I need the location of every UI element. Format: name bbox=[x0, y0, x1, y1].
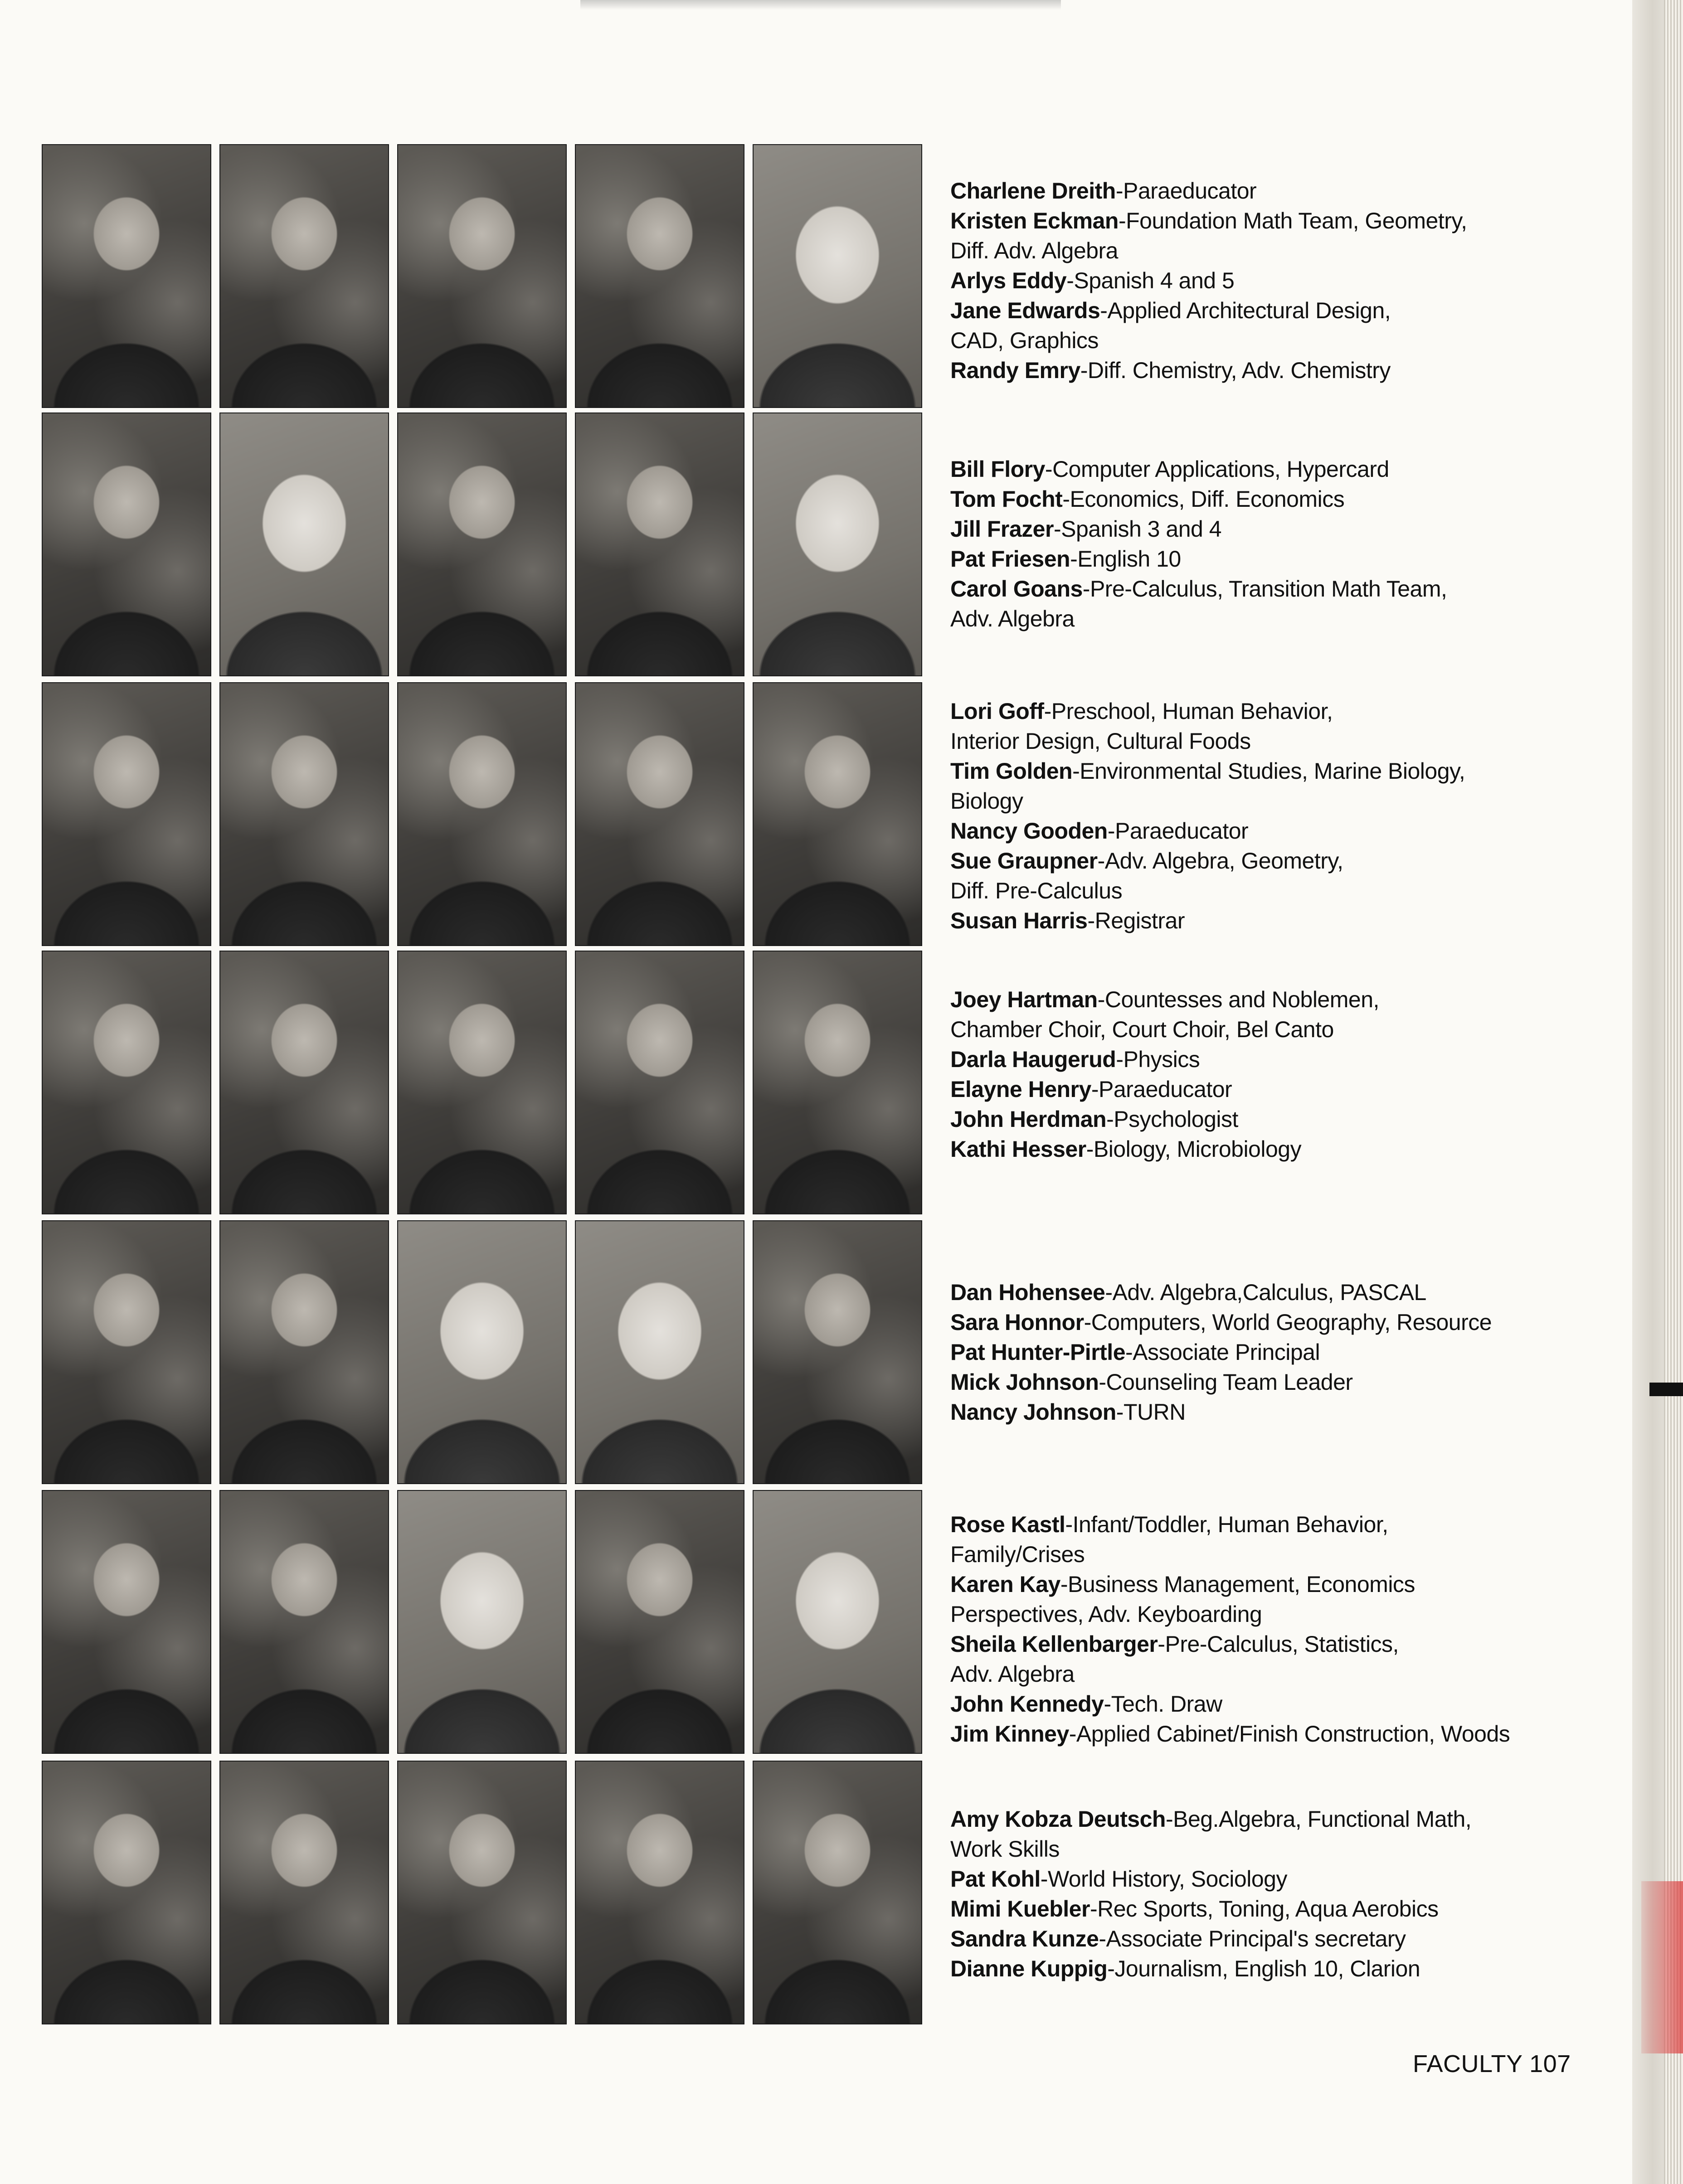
faculty-role: -Preschool, Human Behavior, Interior Design, Cultural Foods bbox=[950, 699, 1333, 754]
faculty-name: Karen Kay bbox=[950, 1572, 1060, 1597]
faculty-portrait bbox=[753, 144, 922, 408]
faculty-portrait bbox=[397, 682, 567, 946]
faculty-portrait bbox=[397, 413, 567, 676]
faculty-portrait bbox=[219, 1220, 389, 1484]
faculty-role: -Paraeducator bbox=[1107, 818, 1249, 844]
faculty-portrait bbox=[42, 951, 211, 1214]
faculty-name: Susan Harris bbox=[950, 908, 1088, 933]
page-footer: FACULTY 107 bbox=[1413, 2050, 1571, 2077]
top-print-bleed bbox=[580, 0, 1061, 10]
faculty-name: Tim Golden bbox=[950, 758, 1073, 784]
caption-block bbox=[950, 454, 1621, 634]
faculty-name: Mimi Kuebler bbox=[950, 1896, 1090, 1922]
faculty-entry bbox=[950, 1397, 1621, 1427]
faculty-name: Carol Goans bbox=[950, 576, 1083, 602]
faculty-name: Dianne Kuppig bbox=[950, 1956, 1108, 1981]
faculty-role: -Countesses and Noblemen, Chamber Choir, Court Choir, Bel Canto bbox=[950, 987, 1379, 1042]
faculty-entry bbox=[950, 1689, 1621, 1719]
faculty-role: -Paraeducator bbox=[1115, 178, 1257, 204]
photo-row bbox=[42, 1220, 924, 1484]
faculty-name: Sara Honnor bbox=[950, 1310, 1084, 1335]
faculty-portrait bbox=[397, 1490, 567, 1754]
faculty-role: -Adv. Algebra, Geometry, Diff. Pre-Calculus bbox=[950, 848, 1343, 903]
caption-block bbox=[950, 1277, 1621, 1427]
faculty-role: -World History, Sociology bbox=[1040, 1866, 1287, 1892]
faculty-name: Mick Johnson bbox=[950, 1369, 1099, 1395]
faculty-entry bbox=[950, 1954, 1621, 1984]
page-marker-red bbox=[1641, 1881, 1683, 2053]
faculty-entry bbox=[950, 266, 1621, 296]
caption-block bbox=[950, 1509, 1621, 1749]
faculty-entry bbox=[950, 1134, 1621, 1164]
faculty-name: Jane Edwards bbox=[950, 298, 1100, 323]
faculty-entry bbox=[950, 1864, 1621, 1894]
faculty-portrait bbox=[575, 1220, 744, 1484]
faculty-name: Pat Hunter-Pirtle bbox=[950, 1340, 1126, 1365]
photo-row bbox=[42, 144, 924, 408]
faculty-portrait bbox=[397, 144, 567, 408]
faculty-name: Elayne Henry bbox=[950, 1077, 1091, 1102]
faculty-portrait bbox=[753, 413, 922, 676]
faculty-role: -Applied Architectural Design, CAD, Graphics bbox=[950, 298, 1391, 353]
faculty-entry bbox=[950, 454, 1621, 484]
faculty-name: Sue Graupner bbox=[950, 848, 1098, 874]
faculty-name: Kathi Hesser bbox=[950, 1136, 1086, 1162]
faculty-role: -Journalism, English 10, Clarion bbox=[1107, 1956, 1420, 1981]
faculty-entry bbox=[950, 1894, 1621, 1924]
photo-row bbox=[42, 951, 924, 1214]
faculty-portrait bbox=[219, 951, 389, 1214]
faculty-role: -Adv. Algebra,Calculus, PASCAL bbox=[1105, 1280, 1426, 1305]
faculty-name: Arlys Eddy bbox=[950, 268, 1067, 293]
faculty-name: Lori Goff bbox=[950, 699, 1044, 724]
faculty-name: Sheila Kellenbarger bbox=[950, 1631, 1158, 1657]
faculty-entry bbox=[950, 1337, 1621, 1367]
faculty-role: -Pre-Calculus, Transition Math Team, Adv. Algebra bbox=[950, 576, 1447, 631]
faculty-name: Charlene Dreith bbox=[950, 178, 1116, 204]
faculty-entry bbox=[950, 1044, 1621, 1074]
faculty-role: -Psychologist bbox=[1106, 1107, 1238, 1132]
faculty-name: Amy Kobza Deutsch bbox=[950, 1806, 1166, 1832]
faculty-entry bbox=[950, 1804, 1621, 1864]
faculty-portrait bbox=[397, 951, 567, 1214]
faculty-entry bbox=[950, 206, 1621, 266]
faculty-entry bbox=[950, 1509, 1621, 1569]
faculty-entry bbox=[950, 846, 1621, 906]
faculty-entry bbox=[950, 906, 1621, 936]
faculty-name: Jill Frazer bbox=[950, 516, 1054, 542]
faculty-portrait bbox=[42, 1220, 211, 1484]
faculty-role: -Economics, Diff. Economics bbox=[1062, 486, 1345, 512]
faculty-portrait bbox=[42, 682, 211, 946]
faculty-entry bbox=[950, 816, 1621, 846]
faculty-role: -Tech. Draw bbox=[1104, 1691, 1222, 1717]
faculty-role: -Paraeducator bbox=[1091, 1077, 1232, 1102]
faculty-role: -Environmental Studies, Marine Biology, Biology bbox=[950, 758, 1465, 814]
faculty-portrait bbox=[753, 1761, 922, 2024]
faculty-name: John Kennedy bbox=[950, 1691, 1104, 1717]
faculty-name: Pat Friesen bbox=[950, 546, 1070, 572]
photo-row bbox=[42, 682, 924, 946]
page-stack-stripes bbox=[1664, 0, 1683, 2184]
faculty-portrait bbox=[219, 1761, 389, 2024]
faculty-name: Pat Kohl bbox=[950, 1866, 1041, 1892]
page-marker-black bbox=[1649, 1383, 1683, 1396]
faculty-entry bbox=[950, 756, 1621, 816]
faculty-role: -English 10 bbox=[1070, 546, 1181, 572]
faculty-name: Nancy Gooden bbox=[950, 818, 1108, 844]
faculty-entry bbox=[950, 514, 1621, 544]
faculty-entry bbox=[950, 1074, 1621, 1104]
faculty-entry bbox=[950, 484, 1621, 514]
faculty-entry bbox=[950, 1104, 1621, 1134]
faculty-name: Nancy Johnson bbox=[950, 1399, 1116, 1425]
faculty-entry bbox=[950, 355, 1621, 385]
faculty-role: -Associate Principal's secretary bbox=[1099, 1926, 1406, 1951]
faculty-entry bbox=[950, 1307, 1621, 1337]
faculty-portrait bbox=[219, 1490, 389, 1754]
faculty-name: John Herdman bbox=[950, 1107, 1107, 1132]
faculty-role: -Applied Cabinet/Finish Construction, Woods bbox=[1069, 1721, 1510, 1747]
faculty-entry bbox=[950, 574, 1621, 634]
faculty-portrait bbox=[753, 1220, 922, 1484]
caption-block bbox=[950, 985, 1621, 1164]
faculty-portrait bbox=[219, 413, 389, 676]
faculty-name: Kristen Eckman bbox=[950, 208, 1119, 233]
faculty-role: -Beg.Algebra, Functional Math, Work Skills bbox=[950, 1806, 1472, 1862]
faculty-entry bbox=[950, 1924, 1621, 1954]
faculty-entry bbox=[950, 985, 1621, 1044]
faculty-entry bbox=[950, 544, 1621, 574]
faculty-portrait bbox=[42, 1761, 211, 2024]
faculty-portrait bbox=[575, 682, 744, 946]
faculty-portrait bbox=[575, 144, 744, 408]
caption-block bbox=[950, 696, 1621, 936]
faculty-role: -Counseling Team Leader bbox=[1099, 1369, 1353, 1395]
faculty-role: -Associate Principal bbox=[1125, 1340, 1320, 1365]
faculty-name: Sandra Kunze bbox=[950, 1926, 1099, 1951]
faculty-portrait bbox=[753, 682, 922, 946]
caption-block bbox=[950, 1804, 1621, 1984]
faculty-role: -Registrar bbox=[1087, 908, 1185, 933]
faculty-role: -Spanish 4 and 5 bbox=[1066, 268, 1235, 293]
faculty-photo-grid bbox=[42, 144, 924, 2039]
faculty-entry bbox=[950, 176, 1621, 206]
faculty-portrait bbox=[753, 1490, 922, 1754]
faculty-role: -TURN bbox=[1116, 1399, 1186, 1425]
faculty-portrait bbox=[42, 1490, 211, 1754]
faculty-name: Darla Haugerud bbox=[950, 1047, 1116, 1072]
faculty-role: -Biology, Microbiology bbox=[1086, 1136, 1302, 1162]
faculty-name: Bill Flory bbox=[950, 456, 1045, 482]
faculty-entry bbox=[950, 1277, 1621, 1307]
faculty-portrait bbox=[397, 1220, 567, 1484]
faculty-name: Jim Kinney bbox=[950, 1721, 1069, 1747]
faculty-name: Tom Focht bbox=[950, 486, 1063, 512]
faculty-portrait bbox=[575, 1490, 744, 1754]
faculty-role: -Business Management, Economics Perspectives, Adv. Keyboarding bbox=[950, 1572, 1415, 1627]
faculty-portrait bbox=[42, 144, 211, 408]
page-edge bbox=[1632, 0, 1683, 2184]
faculty-entry bbox=[950, 1569, 1621, 1629]
faculty-portrait bbox=[397, 1761, 567, 2024]
faculty-portrait bbox=[219, 682, 389, 946]
faculty-role: -Foundation Math Team, Geometry, Diff. Adv. Algebra bbox=[950, 208, 1467, 263]
faculty-name: Dan Hohensee bbox=[950, 1280, 1105, 1305]
faculty-name: Rose Kastl bbox=[950, 1512, 1065, 1537]
faculty-entry bbox=[950, 1629, 1621, 1689]
faculty-entry bbox=[950, 296, 1621, 355]
faculty-role: -Rec Sports, Toning, Aqua Aerobics bbox=[1090, 1896, 1439, 1922]
faculty-entry bbox=[950, 1367, 1621, 1397]
faculty-name: Randy Emry bbox=[950, 358, 1080, 383]
faculty-entry bbox=[950, 1719, 1621, 1749]
faculty-role: -Computers, World Geography, Resource bbox=[1084, 1310, 1492, 1335]
faculty-portrait bbox=[575, 413, 744, 676]
faculty-role: -Infant/Toddler, Human Behavior, Family/Crises bbox=[950, 1512, 1388, 1567]
faculty-name: Joey Hartman bbox=[950, 987, 1098, 1012]
faculty-portrait bbox=[753, 951, 922, 1214]
faculty-role: -Spanish 3 and 4 bbox=[1053, 516, 1222, 542]
caption-block bbox=[950, 176, 1621, 385]
faculty-portrait bbox=[42, 413, 211, 676]
faculty-role: -Physics bbox=[1116, 1047, 1200, 1072]
faculty-role: -Computer Applications, Hypercard bbox=[1045, 456, 1389, 482]
photo-row bbox=[42, 1761, 924, 2024]
faculty-role: -Pre-Calculus, Statistics, Adv. Algebra bbox=[950, 1631, 1399, 1687]
faculty-entry bbox=[950, 696, 1621, 756]
photo-row bbox=[42, 413, 924, 676]
faculty-portrait bbox=[575, 1761, 744, 2024]
faculty-portrait bbox=[575, 951, 744, 1214]
photo-row bbox=[42, 1490, 924, 1754]
faculty-role: -Diff. Chemistry, Adv. Chemistry bbox=[1080, 358, 1391, 383]
faculty-portrait bbox=[219, 144, 389, 408]
